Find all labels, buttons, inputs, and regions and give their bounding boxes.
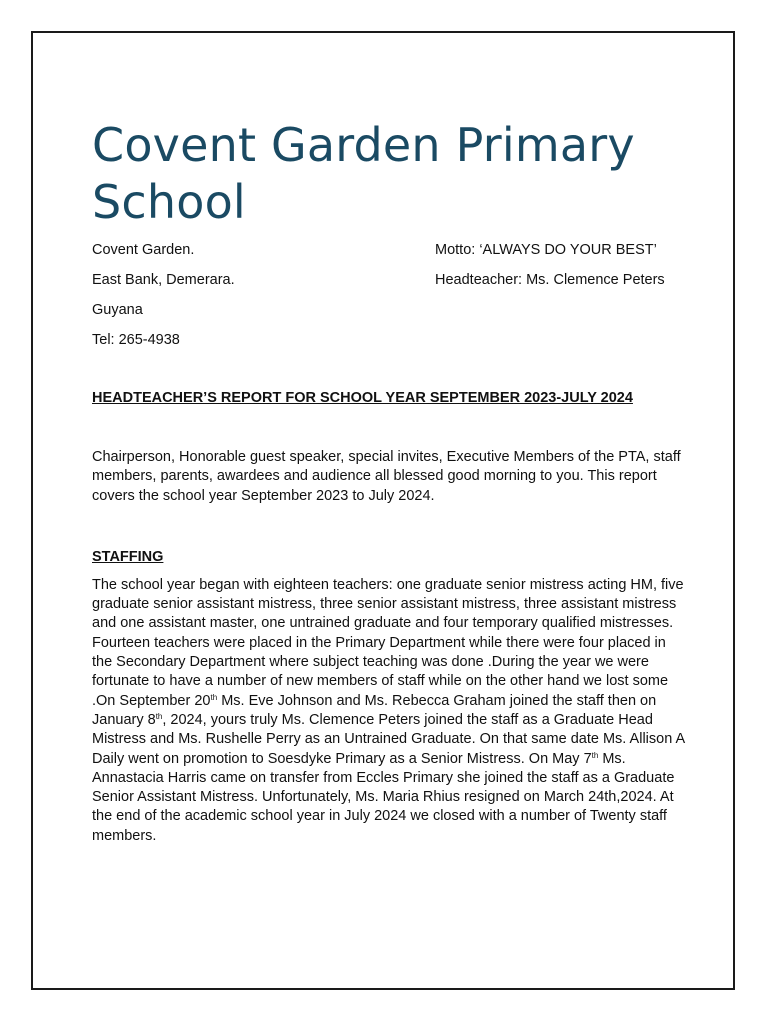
staffing-text: , 2024, yours truly Ms. Clemence Peters joined the staff as a Graduate Head Mistress and Ms. Rushelle Perry as an Untrained Graduate. On that same date Ms. Allison A Daily went on promotion to Soesdyke Primary as a Senior Mistress. On May 7 [92,711,685,767]
staffing-text: The school year began with eighteen teachers: one graduate senior mistress acting HM, five graduate senior assistant mistress, three senior assistant mistress, three assistant mistress and one assistant master, one untrained graduate and four temporary qualified mistresses. Fourteen teachers were placed in the Primary Department while there were four placed in the Secondary Department where subject teaching was done .During the year we were fortunate to have a number of new members of staff while on the other hand we lost some .On September 20 [92,576,684,709]
school-motto: Motto: ‘ALWAYS DO YOUR BEST’ [435,242,657,258]
school-title: Covent Garden Primary School [92,118,635,229]
ordinal-suffix: th [591,750,599,760]
staffing-text: Ms. Annastacia Harris came on transfer from Eccles Primary she joined the staff as a Graduate Senior Assistant Mistress. Unfortunately, Ms. Maria Rhius resigned on March 24th,2024. At the end of the academic school year in July 2024 we closed with a number of Twenty staff members. [92,750,675,844]
staffing-text: Ms. Eve Johnson and Ms. Rebecca Graham joined the staff then on January 8 [92,692,657,728]
ordinal-suffix: th [210,692,218,702]
address-line: Guyana [92,302,143,318]
staffing-heading: STAFFING [92,548,164,565]
school-info-block [435,241,665,301]
ordinal-suffix: th [155,711,163,721]
report-heading: HEADTEACHER’S REPORT FOR SCHOOL YEAR SEPTEMBER 2023-JULY 2024 [92,390,633,406]
address-line: Covent Garden. [92,242,195,258]
intro-paragraph: Chairperson, Honorable guest speaker, special invites, Executive Members of the PTA, staff members, parents, awardees and audience all blessed good morning to you. This report covers the school year September 2023 to July 2024. [92,449,681,504]
document-page [31,31,735,990]
telephone-line: Tel: 265-4938 [92,332,180,348]
staffing-paragraph [92,576,686,846]
letterhead [92,241,686,351]
address-line: East Bank, Demerara. [92,272,235,288]
document-content [92,117,686,846]
address-block [92,241,235,361]
headteacher-name: Headteacher: Ms. Clemence Peters [435,272,665,288]
